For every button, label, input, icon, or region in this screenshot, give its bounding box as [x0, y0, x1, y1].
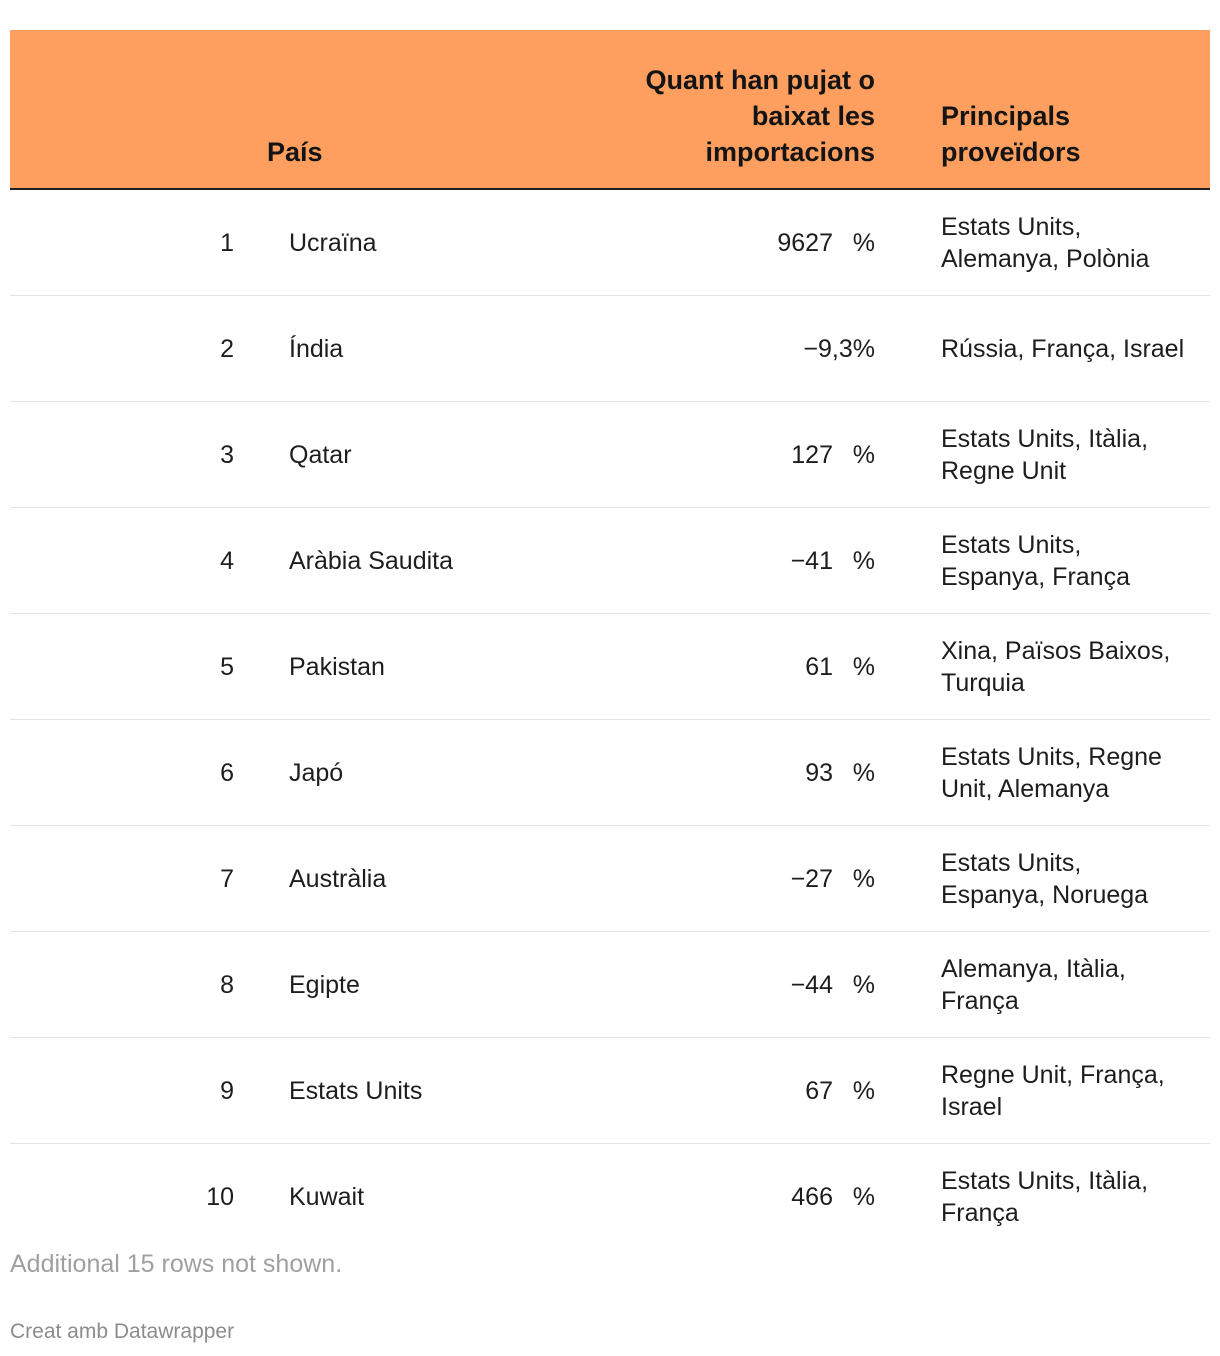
- country-cell: Estats Units: [245, 1038, 575, 1144]
- percent-unit: %: [852, 970, 875, 999]
- rank-cell: 9: [10, 1038, 245, 1144]
- suppliers-cell: Estats Units, Alemanya, Polònia: [905, 189, 1210, 296]
- import-change-cell: [575, 508, 905, 614]
- table-row: [10, 932, 1210, 1038]
- country-cell: Kuwait: [289, 1182, 365, 1211]
- suppliers-cell: Estats Units, Espanya, França: [905, 508, 1210, 614]
- percent-unit: %: [852, 864, 875, 893]
- suppliers-cell: Estats Units, Espanya, Noruega: [905, 826, 1210, 932]
- rows-not-shown-note: Additional 15 rows not shown.: [10, 1250, 343, 1278]
- datawrapper-credit[interactable]: Creat amb Datawrapper: [10, 1320, 235, 1343]
- country-cell: Aràbia Saudita: [245, 508, 575, 614]
- rank-cell: 4: [10, 508, 245, 614]
- data-table: [10, 30, 1210, 1249]
- import-change-value: −41: [790, 546, 833, 575]
- country-cell: Japó: [245, 720, 575, 826]
- rank-cell: 6: [10, 720, 245, 826]
- import-change-cell: [575, 826, 905, 932]
- import-change-cell: [575, 932, 905, 1038]
- rank-cell: 10: [206, 1182, 234, 1211]
- percent-unit: %: [852, 334, 875, 363]
- rank-cell: 2: [10, 296, 245, 402]
- header-suppliers[interactable]: Principals proveïdors: [905, 30, 1210, 189]
- header-import-change[interactable]: Quant han pujat o baixat les importacions: [575, 30, 905, 189]
- header-rank[interactable]: [10, 30, 245, 189]
- import-change-value: −9,3: [803, 334, 853, 363]
- country-cell: Austràlia: [245, 826, 575, 932]
- percent-unit: %: [852, 652, 875, 681]
- country-cell: Qatar: [245, 402, 575, 508]
- rank-cell: 1: [10, 189, 245, 296]
- percent-unit: %: [852, 228, 875, 257]
- table-row: [10, 614, 1210, 720]
- country-cell: Pakistan: [245, 614, 575, 720]
- table-row: [10, 189, 1210, 296]
- table-row: [10, 1144, 1210, 1250]
- rank-cell: 8: [10, 932, 245, 1038]
- import-change-cell: [575, 614, 905, 720]
- import-change-value: −44: [790, 970, 833, 999]
- import-change-value: 466: [791, 1182, 833, 1211]
- table-body: [10, 189, 1210, 1249]
- import-change-cell: [575, 189, 905, 296]
- import-change-cell: [575, 1144, 905, 1250]
- table-row: [10, 296, 1210, 402]
- percent-unit: %: [852, 1076, 875, 1105]
- import-change-cell: [575, 1038, 905, 1144]
- import-change-value: 61: [805, 652, 833, 681]
- country-cell: Egipte: [245, 932, 575, 1038]
- data-table-container: [10, 30, 1210, 1249]
- table-row: [10, 508, 1210, 614]
- import-change-cell: [575, 720, 905, 826]
- table-row: [10, 402, 1210, 508]
- suppliers-cell: Rússia, França, Israel: [905, 296, 1210, 402]
- table-row: [10, 826, 1210, 932]
- table-row: [10, 720, 1210, 826]
- suppliers-cell: Alemanya, Itàlia, França: [905, 932, 1210, 1038]
- suppliers-cell: Estats Units, Regne Unit, Alemanya: [905, 720, 1210, 826]
- suppliers-cell: Regne Unit, França, Israel: [905, 1038, 1210, 1144]
- suppliers-cell: Estats Units, Itàlia, França: [941, 1166, 1149, 1227]
- table-row: [10, 1038, 1210, 1144]
- rank-cell: 3: [10, 402, 245, 508]
- percent-unit: %: [852, 1182, 875, 1211]
- header-country[interactable]: País: [245, 30, 575, 189]
- suppliers-cell: Xina, Països Baixos, Turquia: [905, 614, 1210, 720]
- import-change-cell: [575, 402, 905, 508]
- rank-cell: 7: [10, 826, 245, 932]
- country-cell: Ucraïna: [245, 189, 575, 296]
- import-change-value: 67: [805, 1076, 833, 1105]
- country-cell: Índia: [245, 296, 575, 402]
- import-change-value: 9627: [777, 228, 833, 257]
- suppliers-cell: Estats Units, Itàlia, Regne Unit: [905, 402, 1210, 508]
- import-change-value: 127: [791, 440, 833, 469]
- table-header-row: [10, 30, 1210, 189]
- import-change-cell: [575, 296, 905, 402]
- percent-unit: %: [852, 758, 875, 787]
- percent-unit: %: [852, 440, 875, 469]
- rank-cell: 5: [10, 614, 245, 720]
- import-change-value: −27: [790, 864, 833, 893]
- percent-unit: %: [852, 546, 875, 575]
- import-change-value: 93: [805, 758, 833, 787]
